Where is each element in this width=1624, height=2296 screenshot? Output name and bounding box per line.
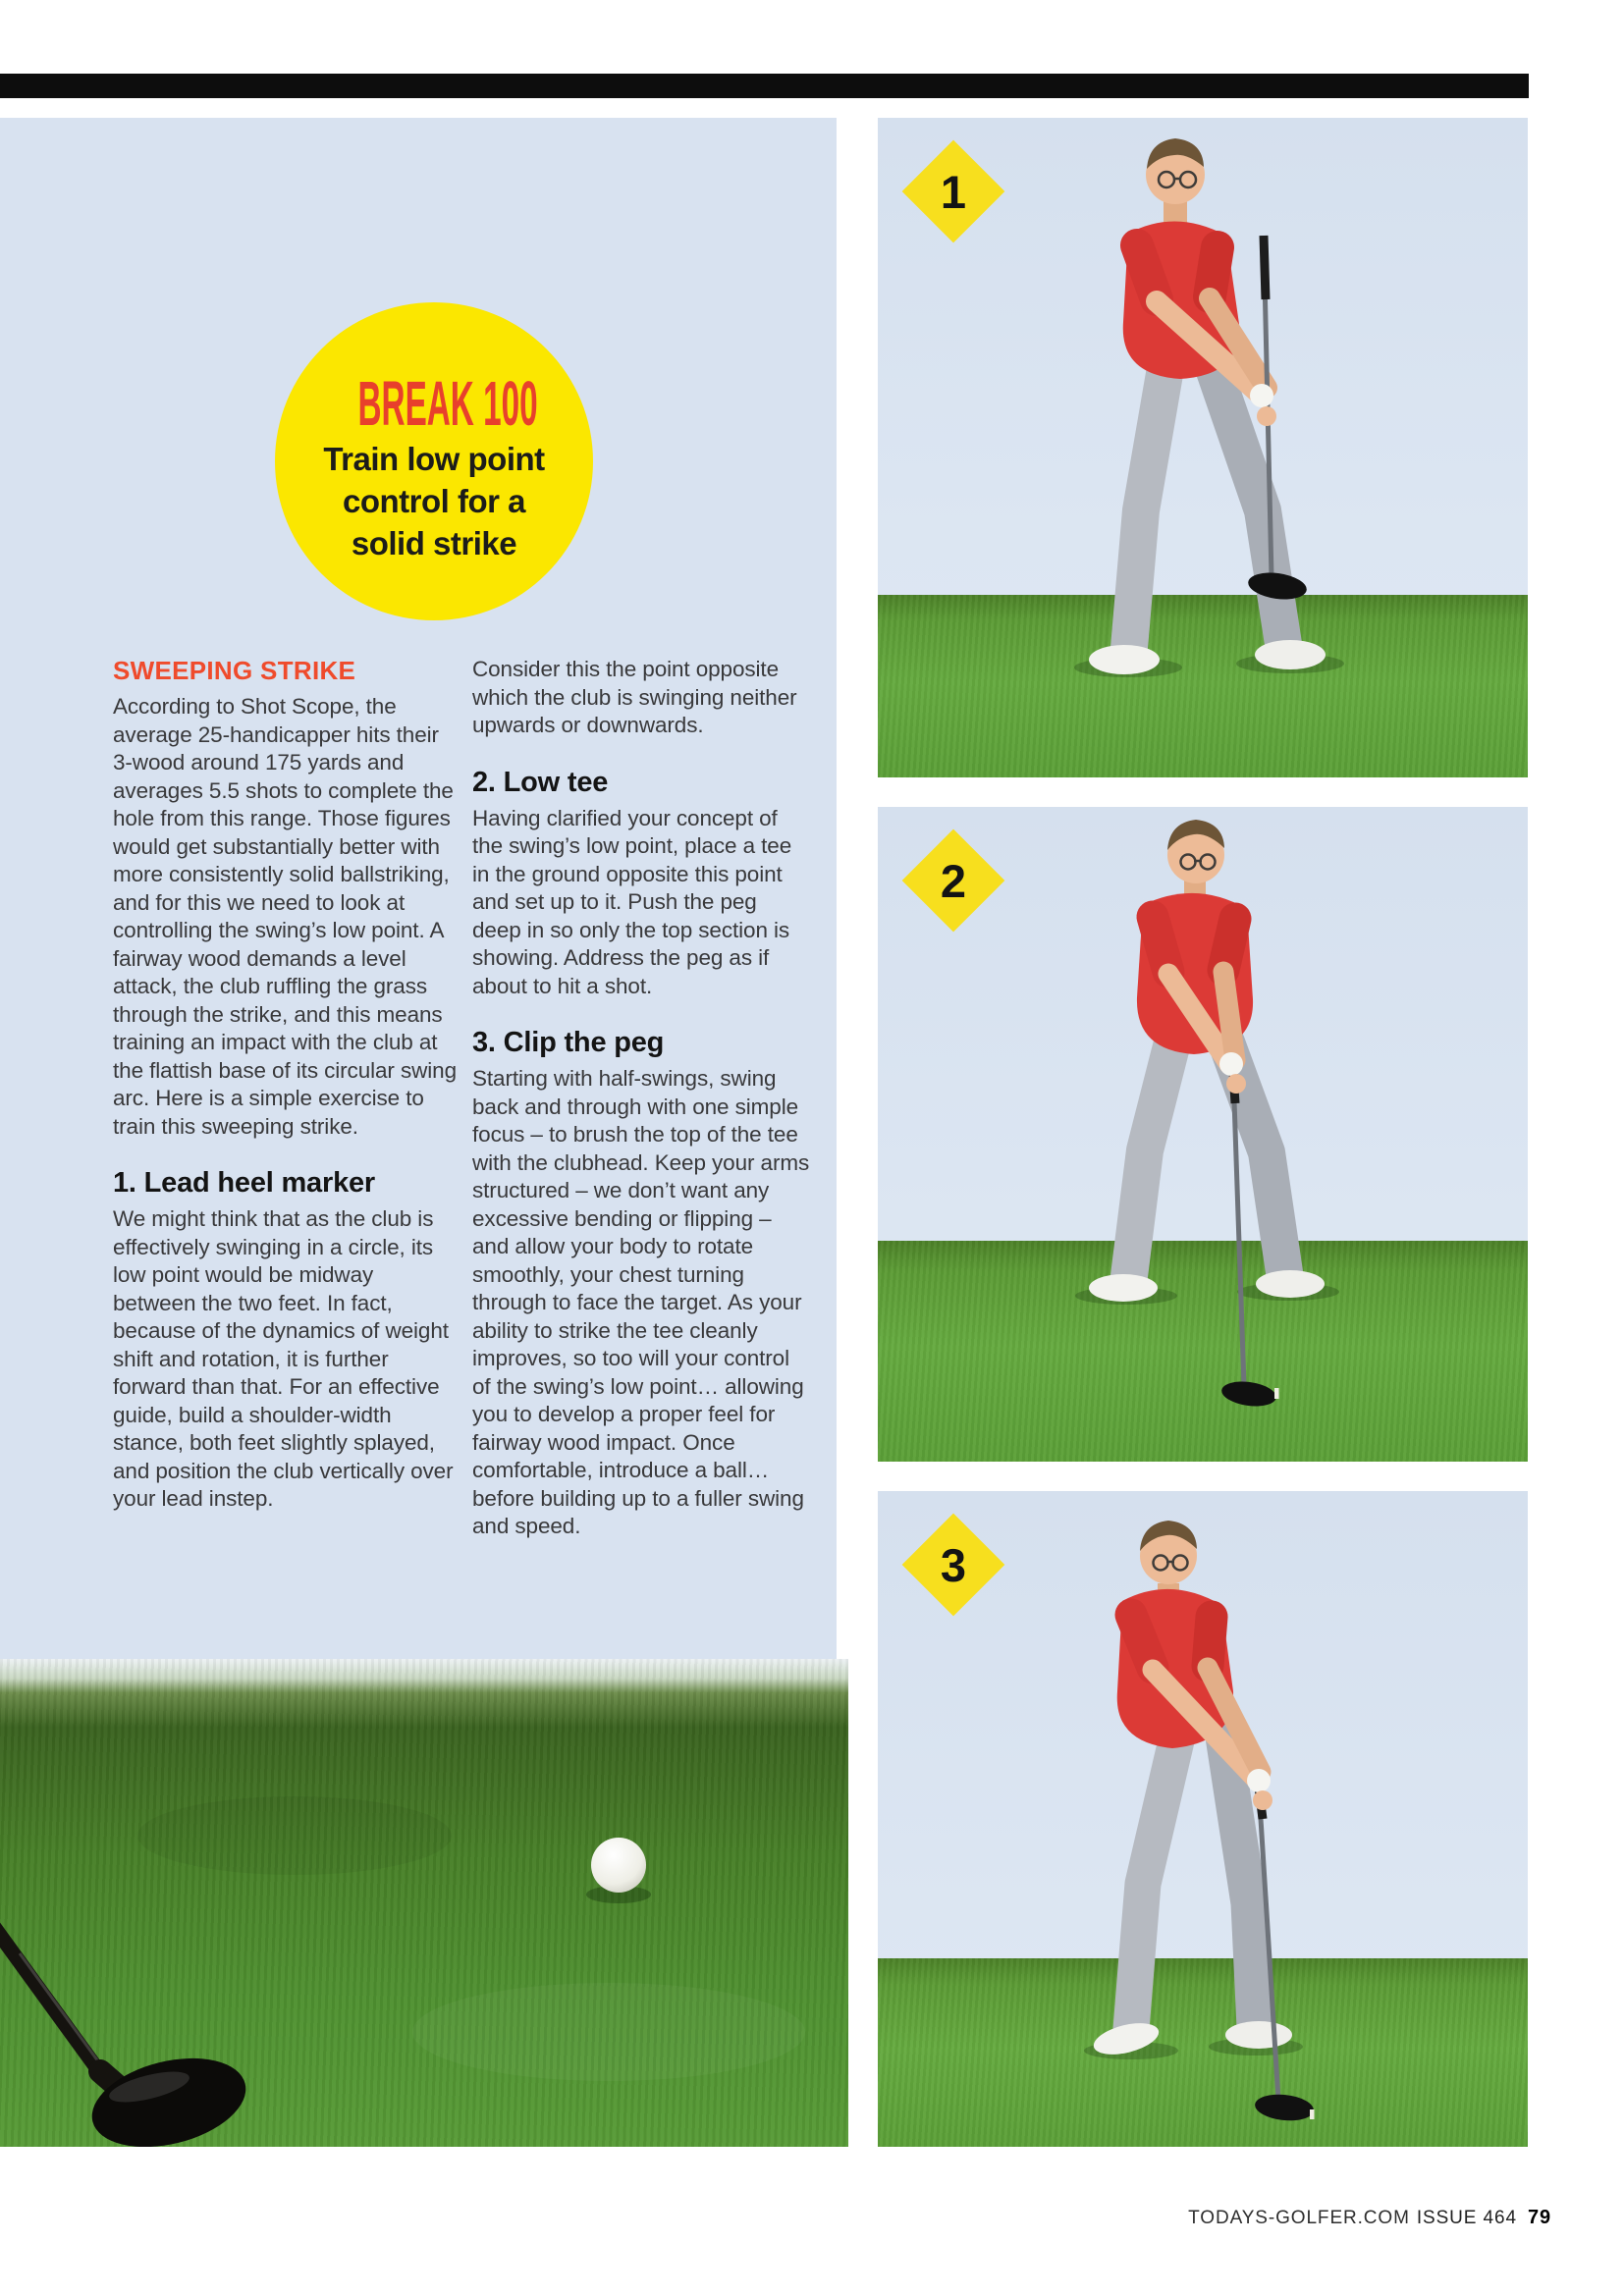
golf-ball [591, 1838, 646, 1893]
photo-step2-address [878, 807, 1528, 1462]
photo-step1-setup [878, 118, 1528, 777]
roundel-title-line: control for a [342, 483, 525, 519]
text-column-1 [113, 656, 460, 1514]
roundel-title-line: Train low point [323, 441, 545, 477]
paragraph-sweeping-strike: According to Shot Scope, the average 25-handicapper hits their 3-wood around 175 yards and averages 5.5 shots to complete the hole from this range. Those figures would get substantially better with more consistently solid ballstriking, and for this we need to look at controlling the swing’s low point. A fairway wood demands a level attack, the club ruffling the grass through the strike, and this means training an impact with the club at the flattish base of its circular swing arc. Here is a simple exercise to train this sweeping strike. [113, 694, 458, 1139]
roundel-title [275, 438, 593, 564]
badge-number: 1 [940, 165, 967, 218]
text-column-2 [472, 656, 811, 1541]
badge-number: 2 [940, 854, 967, 907]
article-panel [0, 118, 837, 1659]
roundel-kicker: BREAK 100 [357, 368, 538, 439]
roundel-kicker-wrap [275, 368, 593, 439]
step-2-badge [899, 827, 1007, 934]
top-rule-bar [0, 74, 1529, 98]
paragraph-step3: Starting with half-swings, swing back and through with one simple focus – to brush the top of the tee with the clubhead. Keep your arms structured – we don’t want any excessive bending or flipping – and allow your body to rotate smoothly, your chest turning through to face the target. As your ability to strike the tee cleanly improves, so too will your control of the swing’s low point… allowing you to develop a proper feel for fairway wood impact. Once comfortable, introduce a ball… before building up to a fuller swing and speed. [472, 1066, 810, 1538]
section-heading-step2: 2. Low tee [472, 766, 609, 798]
page-footer [1188, 2207, 1551, 2229]
section-heading-step1: 1. Lead heel marker [113, 1167, 376, 1199]
step-1-badge [899, 137, 1007, 245]
section-heading-step3: 3. Clip the peg [472, 1027, 665, 1058]
step-3-badge [899, 1511, 1007, 1619]
badge-number: 3 [940, 1538, 967, 1591]
footer-site: TODAYS-GOLFER.COM [1188, 2208, 1410, 2228]
paragraph-step1-continued: Consider this the point opposite which the club is swinging neither upwards or downwards. [472, 657, 797, 737]
photo-clubhead-ball-macro [0, 1659, 848, 2147]
footer-page-number: 79 [1527, 2207, 1551, 2228]
clubhead-ball-illustration [0, 1659, 848, 2147]
roundel-title-line: solid strike [351, 525, 517, 561]
footer-issue: ISSUE 464 [1416, 2208, 1517, 2228]
photo-step3-impact [878, 1491, 1528, 2147]
section-heading-sweeping-strike: SWEEPING STRIKE [113, 656, 356, 685]
paragraph-step1: We might think that as the club is effectively swinging in a circle, its low point would be midway between the two feet. In fact, because of the dynamics of weight shift and rotation, it is further forward than that. For an effective guide, build a shoulder-width stance, both feet slightly splayed, and position the club vertically over your lead instep. [113, 1206, 454, 1511]
club-head [82, 2044, 255, 2147]
break-100-roundel [275, 302, 593, 620]
paragraph-step2: Having clarified your concept of the swing’s low point, place a tee in the ground opposite this point and set up to it. Push the peg deep in so only the top section is showing. Address the peg as if about to hit a shot. [472, 805, 792, 998]
